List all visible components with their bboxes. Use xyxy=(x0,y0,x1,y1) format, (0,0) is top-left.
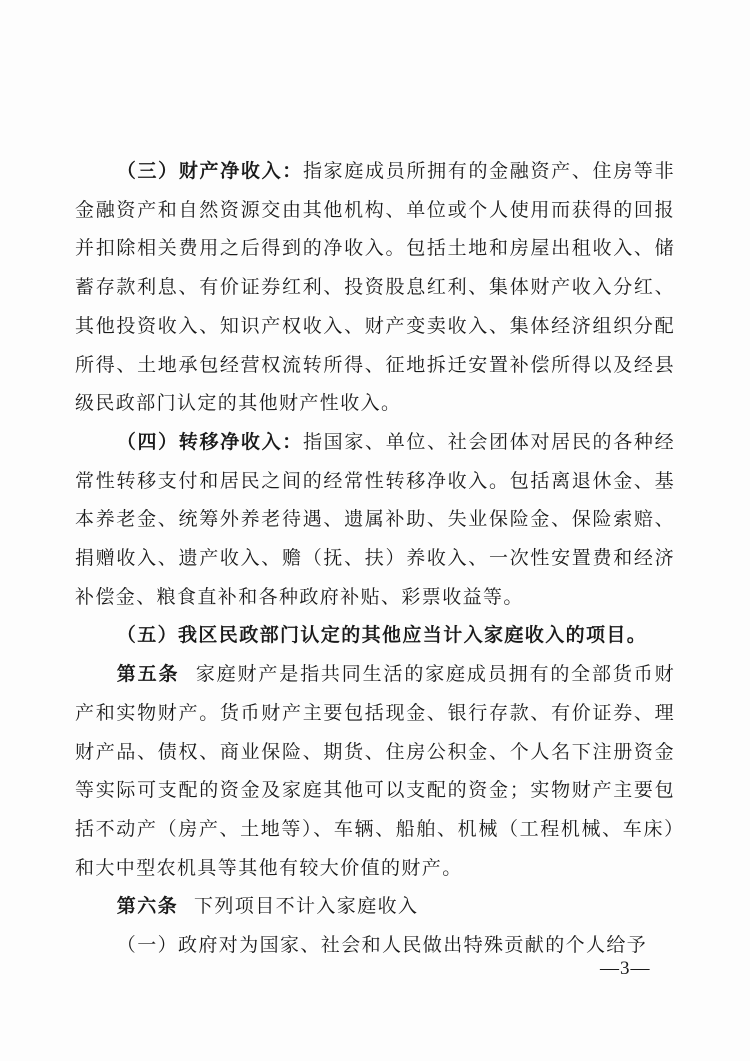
paragraph-text: （一）政府对为国家、社会和人民做出特殊贡献的个人给予 xyxy=(116,934,648,957)
section-heading: （四）转移净收入： xyxy=(116,430,303,453)
article-heading: 第六条 xyxy=(116,895,178,918)
paragraph-text: （五）我区民政部门认定的其他应当计入家庭收入的项目。 xyxy=(116,624,648,647)
section-heading: （三）财产净收入： xyxy=(116,160,303,182)
page-number: —3— xyxy=(600,958,651,979)
paragraph-article-six xyxy=(75,887,675,926)
article-heading: 第五条 xyxy=(116,663,180,686)
paragraph-article-five xyxy=(75,655,675,887)
document-body xyxy=(75,152,675,965)
paragraph-item-one xyxy=(75,926,675,965)
paragraph-transfer-income xyxy=(75,423,675,617)
paragraph-text: 指国家、单位、社会团体对居民的各种经常性转移支付和居民之间的经常性转移净收入。包括离退休金、基本养老金、统筹外养老待遇、遗属补助、失业保险金、保险索赔、捐赠收入、遗产收入、赡（抚、扶）养收入、一次性安置费和经济补偿金、粮食直补和各种政府补贴、彩票收益等。 xyxy=(75,430,676,608)
paragraph-text: 家庭财产是指共同生活的家庭成员拥有的全部货币财产和实物财产。货币财产主要包括现金、银行存款、有价证券、理财产品、债权、商业保险、期货、住房公积金、个人名下注册资金等实际可支配的资金及家庭其他可以支配的资金；实物财产主要包括不动产（房产、土地等）、车辆、船舶、机械（工程机械、车床）和大中型农机具等其他有较大价值的财产。 xyxy=(75,663,675,879)
paragraph-text: 指家庭成员所拥有的金融资产、住房等非金融资产和自然资源交由其他机构、单位或个人使用而获得的回报并扣除相关费用之后得到的净收入。包括土地和房屋出租收入、储蓄存款利息、有价证券红利、投资股息红利、集体财产收入分红、其他投资收入、知识产权收入、财产变卖收入、集体经济组织分配所得、土地承包经营权流转所得、征地拆迁安置补偿所得以及经县级民政部门认定的其他财产性收入。 xyxy=(75,160,676,415)
paragraph-text: 下列项目不计入家庭收入 xyxy=(194,895,419,918)
paragraph-property-income xyxy=(75,152,675,423)
paragraph-other-income-items xyxy=(75,616,675,655)
